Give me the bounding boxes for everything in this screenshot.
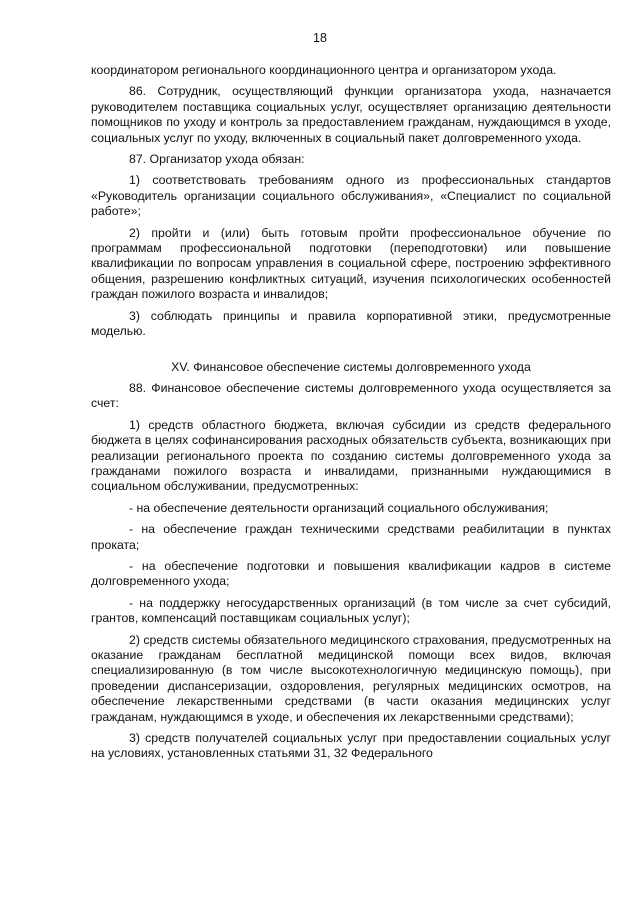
document-body — [91, 63, 611, 768]
paragraph-87-item-1: 1) соответствовать требованиям одного из профессиональных стандартов «Руководитель организации социального обслуживания», «Специалист по социальной работе»; — [91, 173, 611, 219]
page-number: 18 — [313, 31, 327, 45]
paragraph-88-bullet-3: - на обеспечение подготовки и повышения квалификации кадров в системе долговременного ухода; — [91, 558, 611, 589]
paragraph-87: 87. Организатор ухода обязан: — [129, 152, 305, 167]
paragraph-continuation: координатором регионального координационного центра и организатором ухода. — [91, 63, 557, 77]
paragraph-88: 88. Финансовое обеспечение системы долговременного ухода осуществляется за счет: — [91, 380, 611, 411]
paragraph-88-item-3: 3) средств получателей социальных услуг при предоставлении социальных услуг на условиях, установленных статьями 31, 32 Федерального — [91, 731, 611, 761]
paragraph-88-bullet-2: - на обеспечение граждан техническими средствами реабилитации в пунктах проката; — [91, 522, 611, 552]
paragraph-87-item-3: 3) соблюдать принципы и правила корпоративной этики, предусмотренные моделью. — [91, 308, 611, 339]
paragraph-88-item-1: 1) средств областного бюджета, включая субсидии из средств федерального бюджета в целях софинансирования расходных обязательств субъекта, возникающих при реализации регионального проекта по созданию системы долговременного ухода за гражданами пожилого возраста и инвалидами, признанными нуждающимися в социальном обслуживании, предусмотренных: — [91, 417, 611, 494]
paragraph-86: 86. Сотрудник, осуществляющий функции организатора ухода, назначается руководителем поставщика социальных услуг, осуществляет организацию деятельности помощников по уходу и контроль за предоставлением гражданам, нуждающимся в уходе, социальных услуг по уходу, включенных в социальный пакет долговременного ухода. — [91, 84, 611, 145]
paragraph-88-bullet-4: - на поддержку негосударственных организаций (в том числе за счет субсидий, грантов, компенсаций поставщикам социальных услуг); — [91, 595, 611, 626]
paragraph-88-bullet-1: - на обеспечение деятельности организаций социального обслуживания; — [129, 500, 549, 515]
paragraph-87-item-2: 2) пройти и (или) быть готовым пройти профессиональное обучение по программам профессиональной подготовки (переподготовки) или повышение квалификации по вопросам управления в социальной сфере, построению эффективного общения, разрешению конфликтных ситуаций, изучения психологических особенностей граждан пожилого возраста и инвалидов; — [91, 225, 611, 302]
paragraph-88-item-2: 2) средств системы обязательного медицинского страхования, предусмотренных на оказание гражданам бесплатной медицинской помощи всех видов, включая специализированную (в том числе высокотехнологичную медицинскую помощь), при проведении диспансеризации, оздоровления, регулярных медицинских осмотров, на обеспечение лекарственными средствами (в части оказания медицинских услуг гражданам, нуждающимся в уходе, и обеспечения их лекарственными средствами); — [91, 632, 611, 724]
section-heading: XV. Финансовое обеспечение системы долговременного ухода — [171, 359, 531, 374]
